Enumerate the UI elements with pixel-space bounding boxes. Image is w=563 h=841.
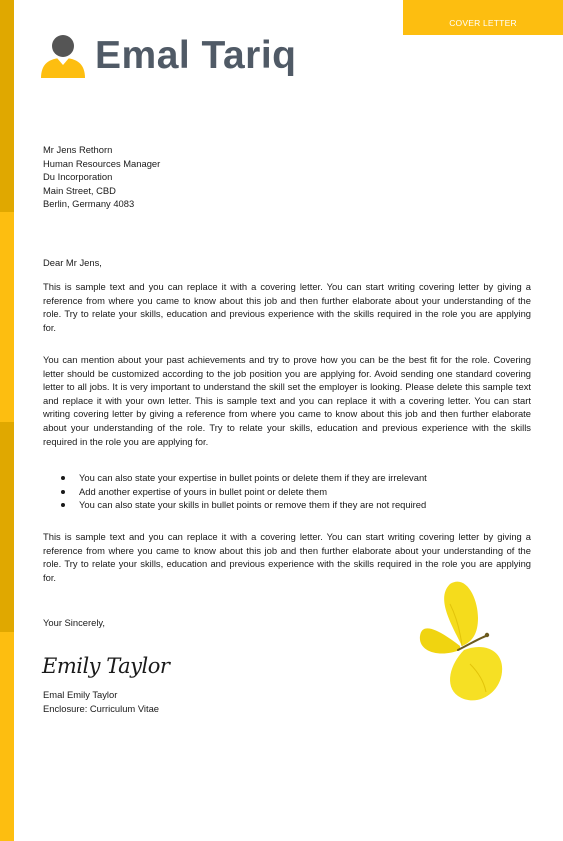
bullet-dot-icon xyxy=(61,490,65,494)
bullet-dot-icon xyxy=(61,476,65,480)
body-paragraph-3: This is sample text and you can replace it with a covering letter. You can start writing covering letter by giving a reference from where you came to know about this job and then further elaborate about your understanding of the role. Try to relate your skills, education and previous experience with the skills required in the role you are applying for. xyxy=(43,531,531,583)
recipient-line: Mr Jens Rethorn xyxy=(43,144,113,155)
body-paragraph-1: This is sample text and you can replace it with a covering letter. You can start writing covering letter by giving a reference from where you came to know about this job and then further elaborate about your understanding of the role. Try to relate your skills, education and previous experience with the skills required in the role you are applying for. xyxy=(43,281,531,333)
cover-letter-tab: COVER LETTER xyxy=(403,0,563,35)
recipient-line: Main Street, CBD xyxy=(43,184,116,196)
salutation: Dear Mr Jens, xyxy=(43,257,102,268)
bullet-text: You can also state your skills in bullet points or remove them if they are not required xyxy=(79,499,427,511)
bullet-dot-icon xyxy=(61,503,65,507)
side-bar-segment xyxy=(0,632,14,841)
bullet-item xyxy=(43,485,427,499)
recipient-address xyxy=(43,143,343,211)
recipient-line: Human Resources Manager xyxy=(43,157,161,169)
closing: Your Sincerely, xyxy=(43,617,106,628)
applicant-name: Emal Tariq xyxy=(95,34,297,77)
bullet-text: You can also state your expertise in bullet points or delete them if they are irrelevant xyxy=(79,472,427,483)
signer-name: Emal Emily Taylor xyxy=(43,689,118,700)
recipient-line: Berlin, Germany 4083 xyxy=(43,198,135,210)
expertise-bullet-list xyxy=(43,471,427,512)
person-avatar-icon xyxy=(40,34,86,80)
side-accent-bar xyxy=(0,0,14,841)
recipient-line: Du Incorporation xyxy=(43,171,113,183)
bullet-text: Add another expertise of yours in bullet point or delete them xyxy=(79,485,328,497)
enclosure-note: Enclosure: Curriculum Vitae xyxy=(43,703,160,714)
side-bar-segment xyxy=(0,212,14,422)
side-bar-segment xyxy=(0,422,14,632)
yellow-butterfly-icon xyxy=(414,580,506,708)
bullet-item xyxy=(43,471,427,485)
body-paragraph-2: You can mention about your past achievements and try to prove how you can be the best fit for the role. Covering letter should be customized according to the job position you are applying for. Avoid sending one standard covering letter to all jobs. It is very important to understand the skill set the employer is looking. Please delete this sample text and replace it with your own letter. This is sample text and you can replace it with a covering letter. You can start writing covering letter by giving a reference from where you came to know about this job and then further elaborate about your understanding of the role. Try to relate your skills, education and previous experience with the skills required in the role you are applying for. xyxy=(43,354,531,447)
side-bar-segment xyxy=(0,0,14,212)
handwritten-signature: Emily Taylor xyxy=(42,654,170,678)
bullet-item xyxy=(43,498,427,512)
